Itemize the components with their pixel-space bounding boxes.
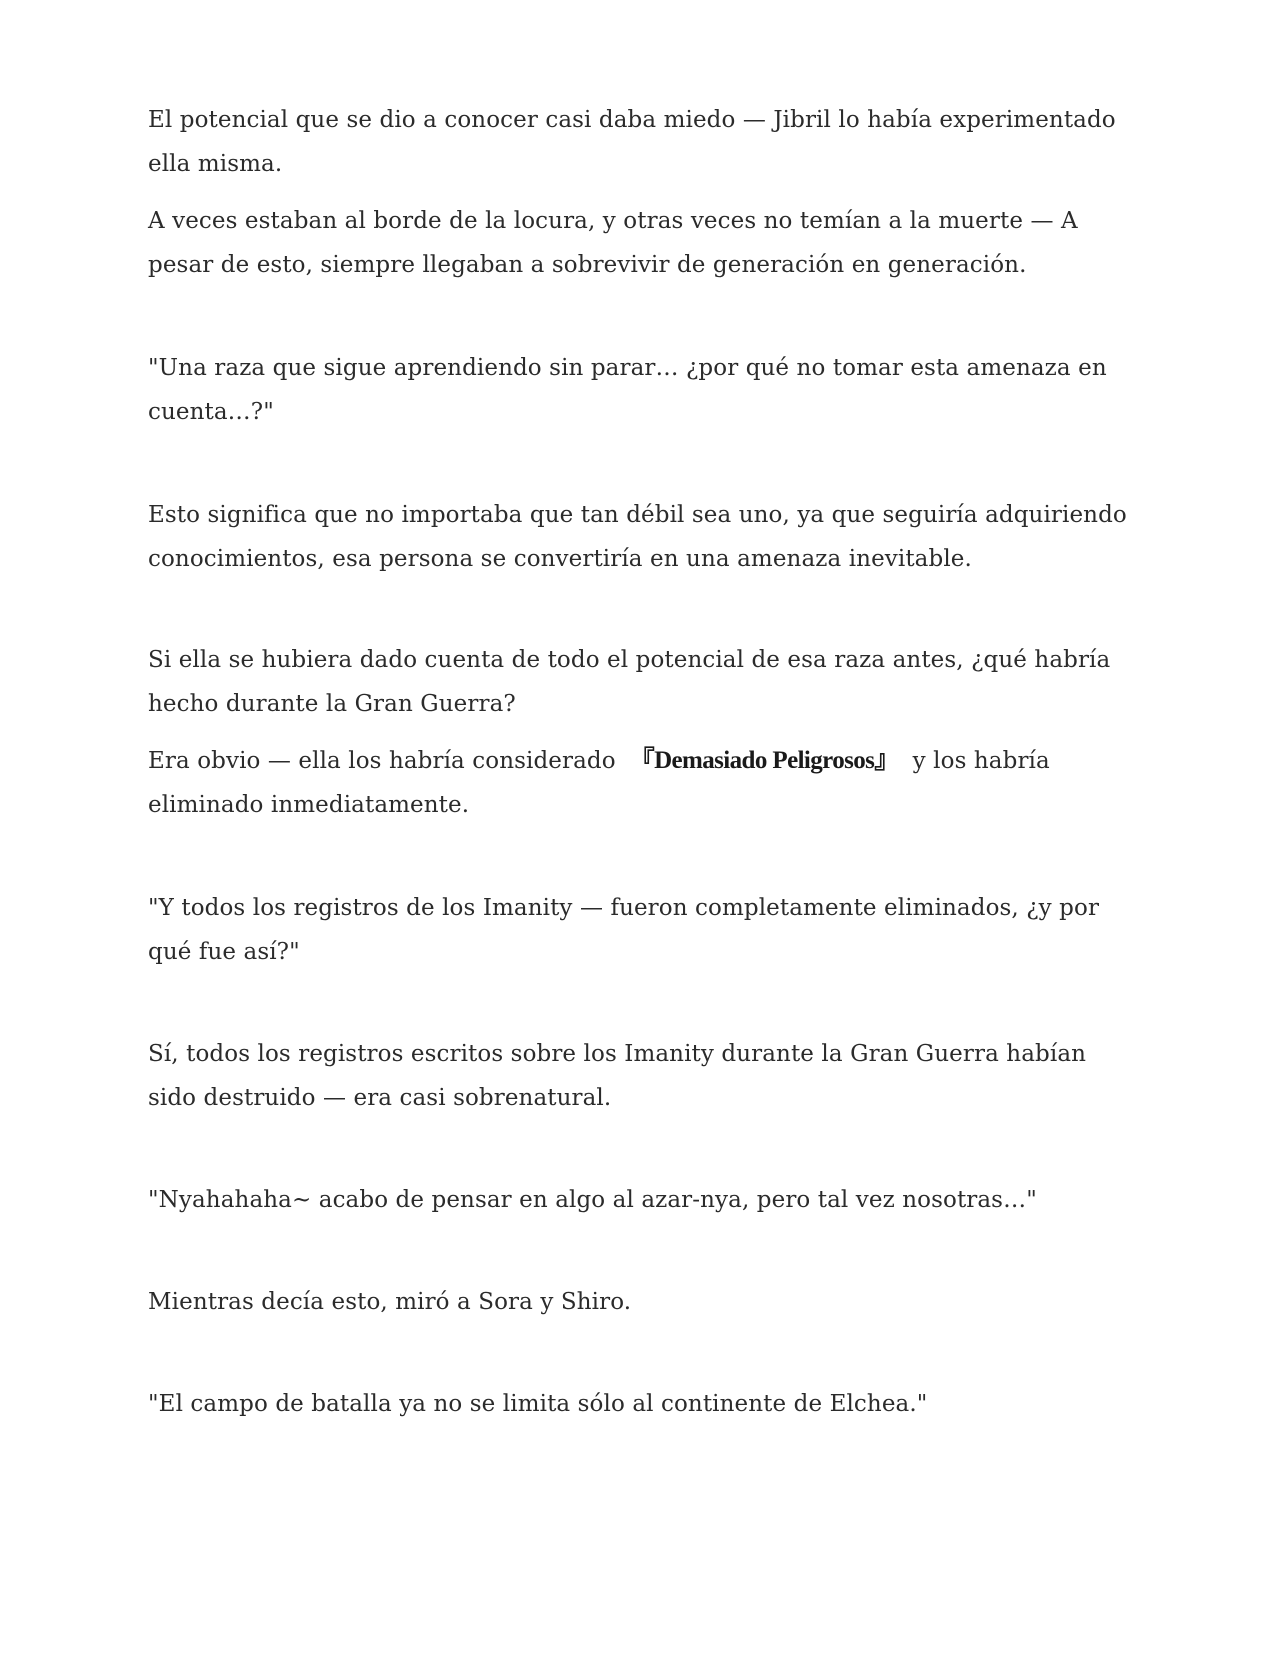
emphasized-phrase: 『Demasiado Peligrosos』 (629, 747, 899, 774)
paragraph: Sí, todos los registros escritos sobre los Imanity durante la Gran Guerra habían sido destruido — era casi sobrenatural. (148, 1041, 1087, 1111)
paragraph: Mientras decía esto, miró a Sora y Shiro. (148, 1289, 632, 1315)
dialogue-line: "Nyahahaha~ acabo de pensar en algo al azar-nya, pero tal vez nosotras…" (148, 1187, 1037, 1213)
paragraph: A veces estaban al borde de la locura, y otras veces no temían a la muerte — A pesar de esto, siempre llegaban a sobrevivir de generación en generación. (148, 208, 1078, 278)
paragraph: Esto significa que no importaba que tan débil sea uno, ya que seguiría adquiriendo conocimientos, esa persona se convertiría en una amenaza inevitable. (148, 502, 1127, 572)
paragraph: Si ella se hubiera dado cuenta de todo el potencial de esa raza antes, ¿qué habría hecho durante la Gran Guerra? (148, 647, 1111, 717)
dialogue-line: "Y todos los registros de los Imanity — fueron completamente eliminados, ¿y por qué fue así?" (148, 895, 1100, 965)
dialogue-line: "Una raza que sigue aprendiendo sin parar… ¿por qué no tomar esta amenaza en cuenta…?" (148, 355, 1107, 425)
paragraph: El potencial que se dio a conocer casi daba miedo — Jibril lo había experimentado ella misma. (148, 107, 1116, 177)
paragraph-text-before: Era obvio — ella los habría considerado (148, 748, 616, 774)
paragraph-text-after: y los habría eliminado inmediatamente. (148, 748, 1050, 818)
paragraph (148, 739, 1128, 827)
dialogue-line: "El campo de batalla ya no se limita sólo al continente de Elchea." (148, 1391, 928, 1417)
